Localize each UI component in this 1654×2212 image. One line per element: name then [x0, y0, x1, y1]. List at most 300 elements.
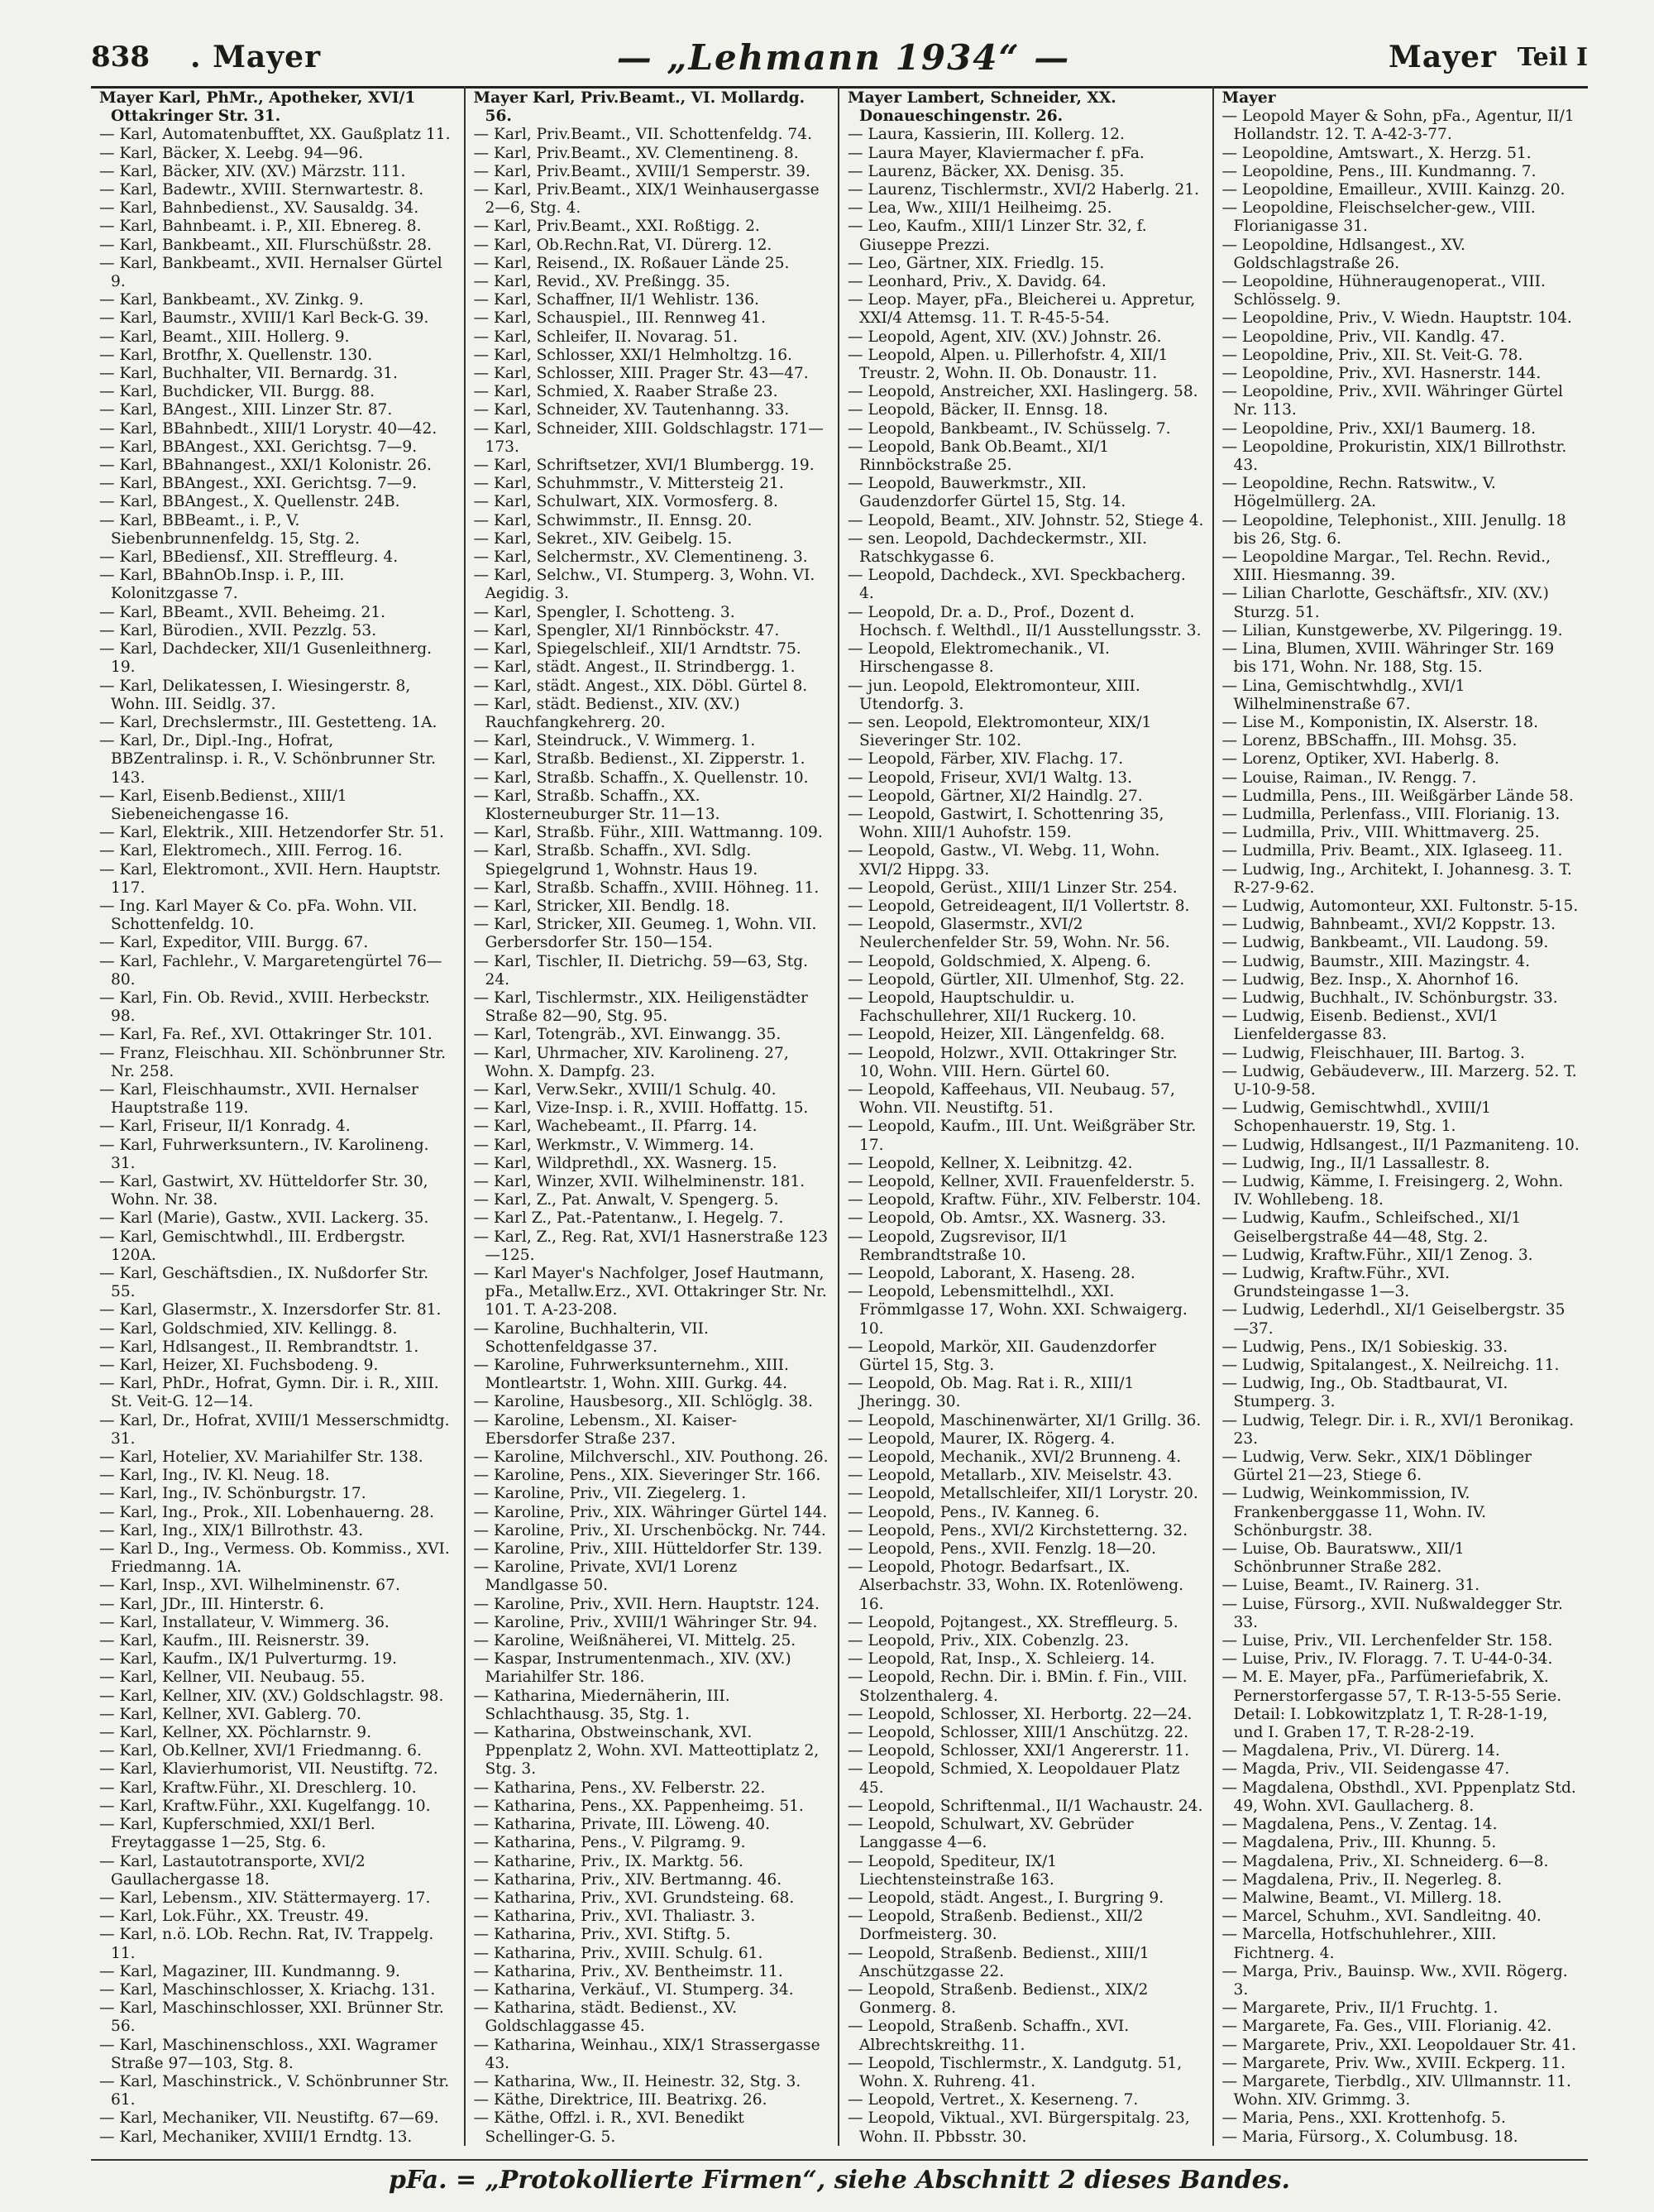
directory-entry: — Karl, Kellner, XVI. Gablerg. 70.: [99, 1705, 361, 1723]
directory-entry: — Ludwig, Telegr. Dir. i. R., XVI/1 Beronikag. 23.: [1221, 1411, 1575, 1448]
directory-entry: — Karoline, Priv., XVII. Hern. Hauptstr. 124.: [473, 1595, 820, 1613]
directory-column-4: [1214, 86, 1589, 2146]
directory-entry: — Marcella, Hotfschuhlehrer., XIII. Fichtnerg. 4.: [1221, 1926, 1497, 1962]
directory-entry: — Leopold, Tischlermstr., X. Landgutg. 51, Wohn. X. Ruhreng. 41.: [848, 2054, 1183, 2090]
directory-entry: — Karl, Ing., Prok., XII. Lobenhauerng. 28.: [99, 1503, 435, 1521]
directory-entry: — Karl, Straßb. Schaffn., XVIII. Höhneg. 11.: [473, 879, 820, 897]
directory-entry: — Lilian Charlotte, Geschäftsfr., XIV. (XV.) Sturzg. 51.: [1221, 585, 1549, 621]
directory-entry: — Karl, BBBeamt., i. P., V. Siebenbrunnenfeldg. 15, Stg. 2.: [99, 511, 360, 548]
directory-entry: — Leopoldine, Emailleur., XVIII. Kainzg. 20.: [1221, 181, 1566, 199]
directory-entry: — Ludwig, Weinkommission, IV. Frankenberggasse 11, Wohn. IV. Schönburgstr. 38.: [1221, 1485, 1487, 1539]
directory-entry: — Leopoldine, Priv., XVII. Währinger Gürtel Nr. 113.: [1221, 383, 1564, 419]
directory-entry: — Karl, Schriftsetzer, XVI/1 Blumbergg. 19.: [473, 457, 815, 475]
directory-entry: — Karl, JDr., III. Hinterstr. 6.: [99, 1595, 324, 1613]
directory-entry: — Katharina, Obstweinschank, XVI. Pppenplatz 2, Wohn. XVI. Matteottiplatz 2, Stg. 3.: [473, 1724, 820, 1779]
directory-entry: — Franz, Fleischhau. XII. Schönbrunner Str. Nr. 258.: [99, 1044, 447, 1080]
directory-entry: — Leopoldine, Prokuristin, XIX/1 Billrothstr. 43.: [1221, 438, 1567, 475]
directory-entry: — Karl, Expeditor, VIII. Burgg. 67.: [99, 934, 369, 952]
directory-entry: — Karl, Bäcker, X. Leebg. 94—96.: [99, 144, 364, 162]
directory-entry: — Leopold, Pens., IV. Kanneg. 6.: [848, 1503, 1100, 1521]
directory-entry: — Margarete, Priv. Ww., XVIII. Eckperg. 11.: [1221, 2054, 1566, 2072]
directory-entry: — Karl, Heizer, XI. Fuchsbodeng. 9.: [99, 1357, 379, 1375]
directory-entry: — Katharina, Weinhau., XIX/1 Strassergasse 43.: [473, 2036, 820, 2072]
directory-entry: — Karl, Maschinenschloss., XXI. Wagramer Straße 97—103, Stg. 8.: [99, 2036, 437, 2072]
page-footer: pFa. = „Protokollierte Firmen“, siehe Abschnitt 2 dieses Bandes.: [91, 2159, 1588, 2207]
directory-entry: — Leopoldine, Rechn. Ratswitw., V. Högelmüllerg. 2A.: [1221, 475, 1496, 511]
directory-entry: — Leopold, Hauptschuldir. u. Fachschullehrer, XII/1 Ruckerg. 10.: [848, 989, 1137, 1026]
directory-entry: — Leopold, Goldschmied, X. Alpeng. 6.: [848, 952, 1151, 970]
directory-entry: — Karl, Schlosser, XXI/1 Helmholtzg. 16.: [473, 346, 792, 364]
directory-entry: — Leopold, Bauwerkmstr., XII. Gaudenzdorfer Gürtel 15, Stg. 14.: [848, 475, 1126, 511]
directory-entry: — Karl, Bürodien., XVII. Pezzlg. 53.: [99, 621, 377, 639]
directory-entry: — Katharina, Pens., XX. Pappenheimg. 51.: [473, 1797, 804, 1815]
directory-entry: — Karl, Beamt., XIII. Hollerg. 9.: [99, 328, 350, 346]
directory-entry: — Karl, Eisenb.Bedienst., XIII/1 Siebeneichengasse 16.: [99, 787, 347, 823]
directory-entry: — Karl, Klavierhumorist, VII. Neustiftg. 72.: [99, 1760, 438, 1779]
directory-entry: — Leopold, Gerüst., XIII/1 Linzer Str. 254.: [848, 879, 1178, 897]
directory-entry: — Leopold, Mechanik., XVI/2 Brunneng. 4.: [848, 1448, 1182, 1467]
directory-entry: — Magda, Priv., VII. Seidengasse 47.: [1221, 1760, 1510, 1779]
directory-entry: — Magdalena, Pens., V. Zentag. 14.: [1221, 1816, 1498, 1834]
directory-entry: — Katharina, Miedernäherin, III. Schlachthausg. 35, Stg. 1.: [473, 1687, 730, 1723]
directory-entry: — Karoline, Fuhrwerksunternehm., XIII. Montleartstr. 1, Wohn. XIII. Gurkg. 44.: [473, 1357, 789, 1393]
directory-entry: — Karl, BBeamt., XVII. Beheimg. 21.: [99, 603, 386, 621]
directory-entry: — Karl, Spengler, XI/1 Rinnböckstr. 47.: [473, 621, 780, 639]
directory-entry: — Leopold, Schlosser, XI. Herbortg. 22—24.: [848, 1705, 1193, 1723]
directory-entry: — Leopold, Holzwr., XVII. Ottakringer Str. 10, Wohn. VIII. Hern. Gürtel 60.: [848, 1044, 1178, 1080]
directory-entry: — Karl, Priv.Beamt., XV. Clementineng. 8.: [473, 144, 799, 162]
directory-entry: — Karl Mayer's Nachfolger, Josef Hautmann, pFa., Metallw.Erz., XVI. Ottakringer Str. Nr. 101. T. A-23-208.: [473, 1265, 827, 1319]
directory-entry: — Karl, Schleifer, II. Novarag. 51.: [473, 328, 739, 346]
directory-entry: Mayer: [1221, 89, 1276, 107]
directory-entry: — Karl, Winzer, XVII. Wilhelminenstr. 181.: [473, 1172, 805, 1190]
directory-entry: — Karl, städt. Angest., II. Strindbergg. 1.: [473, 658, 796, 677]
directory-entry: — Leopold, Laborant, X. Haseng. 28.: [848, 1265, 1135, 1282]
directory-entry: — Leopold, Kraftw. Führ., XIV. Felberstr. 104.: [848, 1191, 1202, 1209]
directory-entry: — Karoline, Milchverschl., XIV. Pouthong. 26.: [473, 1448, 829, 1467]
directory-entry: — Leopold, Vertret., X. Keserneng. 7.: [848, 2091, 1139, 2109]
directory-entry: — Karl, Kupferschmied, XXI/1 Berl. Freytaggasse 1—25, Stg. 6.: [99, 1816, 375, 1852]
directory-entry: — Katharina, Priv., XVI. Grundsteing. 68.: [473, 1889, 795, 1907]
directory-entry: — Ludwig, Automonteur, XXI. Fultonstr. 5-15.: [1221, 897, 1579, 915]
directory-entry: — Lina, Gemischtwhdlg., XVI/1 Wilhelminenstraße 67.: [1221, 677, 1465, 713]
directory-entry: — Katharina, Priv., XIV. Bertmanng. 46.: [473, 1870, 782, 1889]
directory-entry: — Karl, Sekret., XIV. Geibelg. 15.: [473, 529, 733, 548]
directory-entry: — Laura, Kassierin, III. Kollerg. 12.: [848, 126, 1125, 144]
directory-entry: — Karl, Gemischtwhdl., III. Erdbergstr. 120A.: [99, 1228, 406, 1264]
directory-entry: — Leopold, Alpen. u. Pillerhofstr. 4, XII/1 Treustr. 2, Wohn. II. Ob. Donaustr. 11.: [848, 346, 1169, 383]
directory-entry: — Leopold, Ob. Amtsr., XX. Wasnerg. 33.: [848, 1209, 1167, 1228]
directory-entry: — Karl, Bankbeamt., XVII. Hernalser Gürtel 9.: [99, 254, 442, 291]
directory-entry: — Laurenz, Tischlermstr., XVI/2 Haberlg. 21.: [848, 181, 1200, 199]
directory-entry: — Ludwig, Spitalangest., X. Neilreichg. 11.: [1221, 1357, 1560, 1375]
directory-entry: — Ludwig, Lederhdl., XI/1 Geiselbergstr. 35—37.: [1221, 1301, 1566, 1338]
directory-entry: — Ludwig, Ing., Architekt, I. Johannesg. 3. T. R-27-9-62.: [1221, 860, 1572, 897]
directory-entry: — Karl, Insp., XVI. Wilhelminenstr. 67.: [99, 1577, 400, 1595]
directory-entry: — Maria, Fürsorg., X. Columbusg. 18.: [1221, 2128, 1518, 2146]
directory-entry: — Karl, BBAngest., X. Quellenstr. 24B.: [99, 493, 400, 511]
directory-entry: — Magdalena, Priv., III. Khunng. 5.: [1221, 1834, 1497, 1852]
directory-entry: — Käthe, Direktrice, III. Beatrixg. 26.: [473, 2091, 767, 2109]
directory-entry: — Karl, Maschinschlosser, XXI. Brünner Str. 56.: [99, 1999, 444, 2036]
directory-entry: — Leopold, Straßenb. Bedienst., XII/2 Dorfmeisterg. 30.: [848, 1908, 1144, 1944]
directory-entry: — Karl, Schneider, XIII. Goldschlagstr. 171—173.: [473, 419, 824, 456]
header-left-keyword: . Mayer: [190, 40, 322, 74]
directory-entry: — Leopold, Straßenb. Bedienst., XIX/2 Gonmerg. 8.: [848, 1980, 1149, 2018]
directory-entry: — Karl, Reisend., IX. Roßauer Lände 25.: [473, 254, 790, 272]
directory-entry: Mayer Karl, Priv.Beamt., VI. Mollardg. 56.: [473, 89, 805, 126]
directory-entry: — Karl, Bahnbedienst., XV. Sausaldg. 34.: [99, 199, 419, 218]
directory-column-1: [91, 86, 466, 2146]
directory-column-3: [839, 86, 1214, 2146]
directory-entry: — jun. Leopold, Elektromonteur, XIII. Utendorfg. 3.: [848, 677, 1140, 713]
directory-entry: — Karl, BAngest., XIII. Linzer Str. 87.: [99, 401, 393, 419]
directory-entry: — Louise, Raiman., IV. Rengg. 7.: [1221, 768, 1477, 787]
directory-entry: — Leopold, Friseur, XVI/1 Waltg. 13.: [848, 768, 1133, 787]
directory-entry: — Leopold, Schlosser, XIII/1 Anschützg. 22.: [848, 1724, 1188, 1742]
directory-entry: — sen. Leopold, Elektromonteur, XIX/1 Sieveringer Str. 102.: [848, 713, 1152, 750]
directory-entry: — Margarete, Priv., II/1 Fruchtg. 1.: [1221, 1999, 1499, 2018]
directory-entry: — Ludwig, Baumstr., XIII. Mazingstr. 4.: [1221, 952, 1531, 970]
directory-entry: — Karl, Schwimmstr., II. Ennsg. 20.: [473, 511, 753, 529]
directory-entry: — Karl, Priv.Beamt., VII. Schottenfeldg. 74.: [473, 126, 812, 144]
directory-entry: — Karl, Dachdecker, XII/1 Gusenleithnerg. 19.: [99, 640, 433, 677]
directory-entry: — Karl, Magaziner, III. Kundmanng. 9.: [99, 1962, 400, 1980]
directory-entry: — Karl, Kellner, XX. Pöchlarnstr. 9.: [99, 1724, 372, 1742]
directory-entry: — Karoline, Private, XVI/1 Lorenz Mandlgasse 50.: [473, 1558, 738, 1595]
directory-entry: — Leopold, Bankbeamt., IV. Schüsselg. 7.: [848, 419, 1171, 438]
directory-entry: — Margarete, Priv., XXI. Leopoldauer Str. 41.: [1221, 2036, 1577, 2054]
directory-entry: — Leopold, Straßenb. Schaffn., XVI. Albrechtskreithg. 11.: [848, 2018, 1130, 2054]
directory-entry: — Ludwig, Bez. Insp., X. Ahornhof 16.: [1221, 970, 1519, 989]
directory-entry: — Leopold, Markör, XII. Gaudenzdorfer Gürtel 15, Stg. 3.: [848, 1338, 1157, 1375]
directory-entry: — Karl, Mechaniker, XVIII/1 Erndtg. 13.: [99, 2128, 413, 2146]
directory-entry: — Lea, Ww., XIII/1 Heilheimg. 25.: [848, 199, 1112, 218]
directory-column-2: [466, 86, 840, 2146]
directory-entry: — Leopold, Schriftenmal., II/1 Wachaustr. 24.: [848, 1797, 1203, 1815]
directory-entry: — Katharina, Priv., XVIII. Schulg. 61.: [473, 1944, 763, 1962]
directory-entry: — Käthe, Offzl. i. R., XVI. Benedikt Schellinger-G. 5.: [473, 2109, 744, 2146]
directory-entry: — Karl, Lastautotransporte, XVI/2 Gaullachergasse 18.: [99, 1852, 366, 1889]
directory-entry: — Leopold, Ob. Mag. Rat i. R., XIII/1 Jheringg. 30.: [848, 1375, 1135, 1411]
directory-entry: — Leopold, Kellner, XVII. Frauenfelderstr. 5.: [848, 1172, 1195, 1190]
directory-entry: — Karl, Fa. Ref., XVI. Ottakringer Str. 101.: [99, 1026, 433, 1044]
directory-entry: — Leopoldine, Fleischselcher-gew., VIII. Florianigasse 31.: [1221, 199, 1536, 236]
directory-entry: — Leopoldine, Priv., XVI. Hasnerstr. 144.: [1221, 365, 1542, 383]
directory-entry: — Karl, Ob.Rechn.Rat, VI. Dürerg. 12.: [473, 236, 772, 254]
directory-entry: — Karl, Vize-Insp. i. R., XVIII. Hoffattg. 15.: [473, 1099, 809, 1118]
directory-entry: — Karl, Delikatessen, I. Wiesingerstr. 8, Wohn. III. Seidlg. 37.: [99, 677, 411, 713]
directory-entry: — Karl, Brotfhr, X. Quellenstr. 130.: [99, 346, 373, 364]
directory-entry: — Ludwig, Gebäudeverw., III. Marzerg. 52. T. U-10-9-58.: [1221, 1062, 1577, 1099]
directory-entry: — Laura Mayer, Klaviermacher f. pFa.: [848, 144, 1145, 162]
directory-entry: — Karl, Buchdicker, VII. Burgg. 88.: [99, 383, 375, 401]
directory-entry: — Karl, Schlosser, XIII. Prager Str. 43—47.: [473, 365, 809, 383]
directory-entry: — Karoline, Lebensm., XI. Kaiser-Ebersdorfer Straße 237.: [473, 1411, 737, 1448]
directory-entry: — Karl, Straßb. Schaffn., XX. Klosterneuburger Str. 11—13.: [473, 787, 720, 823]
directory-entry: — Leopold, Maurer, IX. Rögerg. 4.: [848, 1429, 1116, 1448]
directory-entry: — Karl, Tischler, II. Dietrichg. 59—63, Stg. 24.: [473, 952, 809, 989]
directory-entry: — Ludwig, Verw. Sekr., XIX/1 Döblinger Gürtel 21—23, Stiege 6.: [1221, 1448, 1532, 1485]
directory-entry: — Ludwig, Buchhalt., IV. Schönburgstr. 33.: [1221, 989, 1558, 1007]
directory-entry: — Maria, Pens., XXI. Krottenhofg. 5.: [1221, 2109, 1506, 2128]
directory-entry: — Karl, Steindruck., V. Wimmerg. 1.: [473, 732, 756, 750]
directory-entry: — Leopold, Heizer, XII. Längenfeldg. 68.: [848, 1026, 1165, 1044]
directory-entry: — Ludwig, Kämme, I. Freisingerg. 2, Wohn. IV. Wohllebeng. 18.: [1221, 1172, 1564, 1209]
directory-entry: — Marcel, Schuhm., XVI. Sandleitng. 40.: [1221, 1908, 1542, 1926]
directory-entry: — Karl, Revid., XV. Preßingg. 35.: [473, 273, 730, 291]
directory-entry: — Karl, Stricker, XII. Geumeg. 1, Wohn. VII. Gerbersdorfer Str. 150—154.: [473, 916, 817, 952]
directory-entry: — Karl, Hotelier, XV. Mariahilfer Str. 138.: [99, 1448, 423, 1467]
directory-entry: — Leopold, Schlosser, XXI/1 Angererstr. 11.: [848, 1742, 1190, 1760]
directory-entry: — Ludwig, Ing., II/1 Lassallestr. 8.: [1221, 1154, 1490, 1172]
directory-entry: — Karl, Stricker, XII. Bendlg. 18.: [473, 897, 730, 915]
directory-entry: — Karl, Tischlermstr., XIX. Heiligenstädter Straße 82—90, Stg. 95.: [473, 989, 808, 1026]
directory-entry: — Ludmilla, Priv., VIII. Whittmaverg. 25.: [1221, 824, 1540, 842]
directory-entry: — Karl, Kraftw.Führ., XXI. Kugelfangg. 10.: [99, 1797, 431, 1815]
directory-entry: — Karl, Schaffner, II/1 Wehlistr. 136.: [473, 291, 759, 309]
directory-entry: — Leopold, Straßenb. Bedienst., XIII/1 Anschützgasse 22.: [848, 1944, 1150, 1980]
directory-entry: — Leopold, Metallschleifer, XII/1 Lorystr. 20.: [848, 1485, 1198, 1503]
directory-entry: — Leopoldine Margar., Tel. Rechn. Revid., XIII. Hiesmanng. 39.: [1221, 548, 1551, 585]
directory-entry: — Leopold, Bäcker, II. Ennsg. 18.: [848, 401, 1108, 419]
directory-entry: — Karl Z., Pat.-Patentanw., I. Hegelg. 7.: [473, 1209, 784, 1228]
directory-entry: — Karl, Priv.Beamt., XIX/1 Weinhausergasse 2—6, Stg. 4.: [473, 181, 820, 218]
directory-entry: — Karl, BBahnbedt., XIII/1 Lorystr. 40—42.: [99, 419, 437, 438]
directory-entry: — Leopold, Pens., XVI/2 Kirchstetterng. 32.: [848, 1521, 1188, 1539]
directory-entry: — Ing. Karl Mayer & Co. pFa. Wohn. VII. Schottenfeldg. 10.: [99, 897, 418, 934]
directory-entry: — Leonhard, Priv., X. Davidg. 64.: [848, 273, 1107, 291]
directory-entry: — Karl, Priv.Beamt., XXI. Roßtigg. 2.: [473, 218, 760, 236]
directory-entry: — Leopold, Pojtangest., XX. Streffleurg. 5.: [848, 1613, 1178, 1631]
directory-entry: — Leopold, Rat, Insp., X. Schleierg. 14.: [848, 1650, 1155, 1669]
directory-entry: Mayer Lambert, Schneider, XX. Donaueschingenstr. 26.: [848, 89, 1116, 126]
directory-entry: — Karl, städt. Bedienst., XIV. (XV.) Rauchfangkehrerg. 20.: [473, 695, 740, 731]
directory-entry: — Ludmilla, Perlenfass., VIII. Florianig. 13.: [1221, 805, 1561, 823]
directory-entry: — Karoline, Priv., XIX. Währinger Gürtel 144.: [473, 1503, 828, 1521]
directory-entry: — Karl, Kraftw.Führ., XI. Dreschlerg. 10.: [99, 1779, 417, 1797]
directory-entry: — Marga, Priv., Bauinsp. Ww., XVII. Rögerg. 3.: [1221, 1962, 1568, 1999]
directory-entry: — Luise, Priv., IV. Floragg. 7. T. U-44-0-34.: [1221, 1650, 1553, 1669]
directory-entry: — Ludwig, Kraftw.Führ., XII/1 Zenog. 3.: [1221, 1246, 1533, 1264]
directory-entry: — Magdalena, Priv., II. Negerleg. 8.: [1221, 1870, 1503, 1889]
directory-entry: — Karl, n.ö. LOb. Rechn. Rat, IV. Trappelg. 11.: [99, 1926, 434, 1962]
directory-entry: — Karl, BBAngest., XXI. Gerichtsg. 7—9.: [99, 475, 418, 493]
directory-entry: — Ludwig, Ing., Ob. Stadtbaurat, VI. Stumperg. 3.: [1221, 1375, 1508, 1411]
directory-entry: — Karl, Straßb. Schaffn., XVI. Sdlg. Spiegelgrund 1, Wohnstr. Haus 19.: [473, 842, 758, 879]
directory-entry: — Karl, Totengräb., XVI. Einwangg. 35.: [473, 1026, 782, 1044]
directory-entry: — Magdalena, Priv., XI. Schneiderg. 6—8.: [1221, 1852, 1549, 1870]
directory-entry: — Katharina, Priv., XVI. Thaliastr. 3.: [473, 1908, 756, 1926]
directory-entry: — Leopold, Anstreicher, XXI. Haslingerg. 58.: [848, 383, 1198, 401]
directory-entry: — Leopold, Gastwirt, I. Schottenring 35, Wohn. XIII/1 Auhofstr. 159.: [848, 805, 1164, 842]
directory-entry: — Leopold, Glasermstr., XVI/2 Neulerchenfelder Str. 59, Wohn. Nr. 56.: [848, 916, 1170, 952]
directory-entry: — Lilian, Kunstgewerbe, XV. Pilgeringg. 19.: [1221, 621, 1563, 639]
directory-entry: — Karl, Installateur, V. Wimmerg. 36.: [99, 1613, 390, 1631]
directory-entry: — Karoline, Priv., XVIII/1 Währinger Str. 94.: [473, 1613, 818, 1631]
page-number: 838: [91, 41, 150, 74]
directory-entry: — Luise, Ob. Bauratsww., XII/1 Schönbrunner Straße 282.: [1221, 1540, 1465, 1577]
directory-entry: — Leopold, städt. Angest., I. Burgring 9.: [848, 1889, 1164, 1907]
page-header: [91, 28, 1588, 89]
directory-entry: Mayer Karl, PhMr., Apotheker, XVI/1 Ottakringer Str. 31.: [99, 89, 416, 126]
directory-entry: — Karoline, Weißnäherei, VI. Mittelg. 25.: [473, 1632, 796, 1650]
directory-entry: — Leopoldine, Hühneraugenoperat., VIII. Schlösselg. 9.: [1221, 273, 1546, 309]
directory-entry: — Leopold, Rechn. Dir. i. BMin. f. Fin., VIII. Stolzenthalerg. 4.: [848, 1669, 1188, 1705]
directory-entry: — Leopold, Zugsrevisor, II/1 Rembrandtstraße 10.: [848, 1228, 1068, 1264]
directory-entry: — Leopoldine, Priv., V. Wiedn. Hauptstr. 104.: [1221, 309, 1572, 328]
directory-entry: — Karl, Wachebeamt., II. Pfarrg. 14.: [473, 1118, 758, 1136]
directory-entry: — Karl, Wildprethdl., XX. Wasnerg. 15.: [473, 1154, 777, 1172]
directory-entry: — Karl, Selchermstr., XV. Clementineng. 3.: [473, 548, 808, 567]
directory-entry: — Karl, Elektromech., XIII. Ferrog. 16.: [99, 842, 403, 860]
directory-entry: — Karl, Schneider, XV. Tautenhanng. 33.: [473, 401, 790, 419]
directory-entry: — Katharina, Priv., XVI. Stiftg. 5.: [473, 1926, 731, 1944]
directory-entry: — Karl, Automatenbufftet, XX. Gaußplatz 11.: [99, 126, 451, 144]
directory-entry: — Ludwig, Hdlsangest., II/1 Pazmaniteng. 10.: [1221, 1136, 1580, 1154]
directory-entry: — Karl, Elektrik., XIII. Hetzendorfer Str. 51.: [99, 824, 444, 842]
directory-entry: — Leopold, Gastw., VI. Webg. 11, Wohn. XVI/2 Hippg. 33.: [848, 842, 1160, 879]
directory-entry: — Ludmilla, Pens., III. Weißgärber Lände 58.: [1221, 787, 1574, 805]
directory-entry: — Karl, Badewtr., XVIII. Sternwartestr. 8.: [99, 181, 424, 199]
directory-entry: — Karl (Marie), Gastw., XVII. Lackerg. 35.: [99, 1209, 429, 1228]
directory-entry: — Leopoldine, Priv., VII. Kandlg. 47.: [1221, 328, 1505, 346]
directory-entry: — Karl, BBahnangest., XXI/1 Kolonistr. 26.: [99, 457, 432, 475]
directory-entry: — Karl, Straßb. Schaffn., X. Quellenstr. 10.: [473, 768, 809, 787]
directory-entry: — Leopold, Viktual., XVI. Bürgerspitalg. 23, Wohn. II. Pbbsstr. 30.: [848, 2109, 1190, 2146]
directory-entry: — Lorenz, BBSchaffn., III. Mohsg. 35.: [1221, 732, 1518, 750]
directory-entry: — Karl, PhDr., Hofrat, Gymn. Dir. i. R., XIII. St. Veit-G. 12—14.: [99, 1375, 439, 1411]
directory-entry: — Leopold, Priv., XIX. Cobenzlg. 23.: [848, 1632, 1130, 1650]
directory-entry: — Karl, Kellner, XIV. (XV.) Goldschlagstr. 98.: [99, 1687, 444, 1705]
directory-entry: — Leopold, Kellner, X. Leibnitzg. 42.: [848, 1154, 1133, 1172]
directory-entry: — Katharina, Pens., XV. Felberstr. 22.: [473, 1779, 766, 1797]
directory-entry: — Karl, Kaufm., IX/1 Pulverturmg. 19.: [99, 1650, 398, 1669]
directory-entry: — Karl, Glasermstr., X. Inzersdorfer Str. 81.: [99, 1301, 442, 1319]
directory-entry: — Karl, Fleischhaumstr., XVII. Hernalser Hauptstraße 119.: [99, 1080, 418, 1118]
directory-entry: — Karl, Ing., IV. Schönburgstr. 17.: [99, 1485, 366, 1503]
directory-entry: — Karl, Mechaniker, VII. Neustiftg. 67—69.: [99, 2109, 439, 2128]
directory-entry: — Karl, Dr., Hofrat, XVIII/1 Messerschmidtg. 31.: [99, 1411, 450, 1448]
directory-entry: — Karl, Fin. Ob. Revid., XVIII. Herbeckstr. 98.: [99, 989, 430, 1026]
directory-entry: — Karoline, Priv., XIII. Hütteldorfer Str. 139.: [473, 1540, 823, 1558]
directory-entry: — Karl, Baumstr., XVIII/1 Karl Beck-G. 39.: [99, 309, 429, 328]
directory-entry: — Leopold, Pens., XVII. Fenzlg. 18—20.: [848, 1540, 1157, 1558]
directory-entry: — Magdalena, Obsthdl., XVI. Pppenplatz Std. 49, Wohn. XVI. Gaullacherg. 8.: [1221, 1779, 1576, 1815]
directory-entry: — Ludwig, Eisenb. Bedienst., XVI/1 Lienfeldergasse 83.: [1221, 1008, 1499, 1044]
directory-entry: — Karl, Kaufm., III. Reisnerstr. 39.: [99, 1632, 370, 1650]
directory-entry: — Leopold, Kaffeehaus, VII. Neubaug. 57, Wohn. VII. Neustiftg. 51.: [848, 1080, 1175, 1118]
directory-entry: — Karl, Drechslermstr., III. Gestetteng. 1A.: [99, 713, 437, 731]
directory-entry: — Leop. Mayer, pFa., Bleicherei u. Appretur, XXI/4 Attemsg. 11. T. R-45-5-54.: [848, 291, 1196, 328]
directory-entry: — Leopold, Dr. a. D., Prof., Dozent d. Hochsch. f. Welthdl., II/1 Ausstellungsstr. 3.: [848, 603, 1202, 639]
directory-entry: — Leopold Mayer & Sohn, pFa., Agentur, II/1 Hollandstr. 12. T. A-42-3-77.: [1221, 108, 1575, 144]
header-right-keyword: Mayer: [1389, 40, 1497, 74]
directory-entry: — Karl, Geschäftsdien., IX. Nußdorfer Str. 55.: [99, 1265, 429, 1301]
directory-entry: — Leopold, Bank Ob.Beamt., XI/1 Rinnböckstraße 25.: [848, 438, 1110, 475]
directory-entry: — Karl, Elektromont., XVII. Hern. Hauptstr. 117.: [99, 860, 441, 897]
directory-entry: — Karl, Spiegelschleif., XII/1 Arndtstr. 75.: [473, 640, 801, 658]
directory-entry: — Katharina, städt. Bedienst., XV. Goldschlaggasse 45.: [473, 1999, 738, 2036]
directory-entry: — Kaspar, Instrumentenmach., XIV. (XV.) Mariahilfer Str. 186.: [473, 1650, 791, 1687]
directory-entry: — Karoline, Priv., XI. Urschenböckg. Nr. 744.: [473, 1521, 826, 1539]
directory-entry: — Leo, Kaufm., XIII/1 Linzer Str. 32, f. Giuseppe Prezzi.: [848, 218, 1147, 254]
directory-entry: — Leopold, Dachdeck., XVI. Speckbacherg. 4.: [848, 567, 1186, 603]
directory-entry: — Karl, Z., Reg. Rat, XVI/1 Hasnerstraße 123—125.: [473, 1228, 829, 1264]
directory-entry: — Ludwig, Kraftw.Führ., XVI. Grundsteingasse 1—3.: [1221, 1265, 1451, 1301]
directory-entry: — Magdalena, Priv., VI. Dürerg. 14.: [1221, 1742, 1500, 1760]
directory-entry: — Katharina, Verkäuf., VI. Stumperg. 34.: [473, 1980, 794, 1999]
directory-entry: — Karoline, Buchhalterin, VII. Schottenfeldgasse 37.: [473, 1319, 709, 1356]
directory-entry: — M. E. Mayer, pFa., Parfümeriefabrik, X. Pernerstorfergasse 57, T. R-13-5-55 Serie. Detail: I. Lobkowitzplatz 1, T. R-28-1-19, und I. Graben 17, T. R-28-2-19.: [1221, 1669, 1562, 1742]
directory-entry: — Karl, städt. Angest., XIX. Döbl. Gürtel 8.: [473, 677, 808, 695]
directory-entry: — Karl, Straßb. Führ., XIII. Wattmanng. 109.: [473, 824, 823, 842]
directory-entry: — Karl, Hdlsangest., II. Rembrandtstr. 1.: [99, 1338, 419, 1356]
directory-entry: — Lorenz, Optiker, XVI. Haberlg. 8.: [1221, 750, 1499, 768]
directory-entry: — Laurenz, Bäcker, XX. Denisg. 35.: [848, 162, 1125, 180]
directory-entry: — Leopold, Metallarb., XIV. Meiselstr. 43.: [848, 1467, 1173, 1485]
directory-entry: — Lise M., Komponistin, IX. Alserstr. 18.: [1221, 713, 1538, 731]
directory-entry: — Margarete, Fa. Ges., VIII. Florianig. 42.: [1221, 2018, 1552, 2036]
directory-entry: — Leopold, Maschinenwärter, XI/1 Grillg. 36.: [848, 1411, 1202, 1429]
directory-entry: — Karl, Spengler, I. Schotteng. 3.: [473, 603, 735, 621]
directory-entry: — Leopoldine, Amtswart., X. Herzg. 51.: [1221, 144, 1532, 162]
directory-entry: — Karl, Schuhmmstr., V. Mittersteig 21.: [473, 475, 784, 493]
directory-entry: — Leopold, Gürtler, XII. Ulmenhof, Stg. 22.: [848, 970, 1185, 989]
directory-entry: — Leopold, Beamt., XIV. Johnstr. 52, Stiege 4.: [848, 511, 1204, 529]
directory-entry: — Ludwig, Fleischhauer, III. Bartog. 3.: [1221, 1044, 1525, 1062]
directory-entry: — Katharina, Pens., V. Pilgramg. 9.: [473, 1834, 746, 1852]
directory-entry: — Leopoldine, Hdlsangest., XV. Goldschlagstraße 26.: [1221, 236, 1465, 272]
directory-entry: — Luise, Beamt., IV. Rainerg. 31.: [1221, 1577, 1480, 1595]
directory-entry: — Leopold, Lebensmittelhdl., XXI. Frömmlgasse 17, Wohn. XXI. Schwaigerg. 10.: [848, 1283, 1188, 1338]
directory-entry: — Malwine, Beamt., VI. Millerg. 18.: [1221, 1889, 1502, 1907]
directory-entry: — Leopold, Agent, XIV. (XV.) Johnstr. 26.: [848, 328, 1162, 346]
directory-entry: — Karl, Schauspiel., III. Rennweg 41.: [473, 309, 767, 328]
directory-entry: — Leopoldine, Priv., XXI/1 Baumerg. 18.: [1221, 419, 1536, 438]
directory-entry: — Karl, BBediensf., XII. Streffleurg. 4.: [99, 548, 399, 567]
directory-columns: [91, 86, 1588, 2146]
directory-entry: — Luise, Priv., VII. Lerchenfelder Str. 158.: [1221, 1632, 1553, 1650]
directory-entry: — Karoline, Pens., XIX. Sieveringer Str. 166.: [473, 1467, 821, 1485]
directory-entry: — Leopold, Schmied, X. Leopoldauer Platz 45.: [848, 1760, 1180, 1797]
directory-entry: — Karl, Friseur, II/1 Konradg. 4.: [99, 1118, 351, 1136]
directory-entry: — Karl, Bankbeamt., XV. Zinkg. 9.: [99, 291, 364, 309]
header-part: Teil I: [1517, 42, 1588, 72]
directory-entry: — Karl, Uhrmacher, XIV. Karolineng. 27, Wohn. X. Dampfg. 23.: [473, 1044, 789, 1080]
directory-entry: — Karl, Kellner, VII. Neubaug. 55.: [99, 1669, 366, 1687]
directory-entry: — Karl, Maschinstrick., V. Schönbrunner Str. 61.: [99, 2072, 450, 2109]
directory-entry: — Leopoldine, Telephonist., XIII. Jenullg. 18 bis 26, Stg. 6.: [1221, 511, 1566, 548]
directory-entry: — Karl, Schulwart, XIX. Vormosferg. 8.: [473, 493, 778, 511]
directory-entry: — Karl D., Ing., Vermess. Ob. Kommiss., XVI. Friedmanng. 1A.: [99, 1540, 450, 1577]
directory-entry: — Katharina, Priv., XV. Bentheimstr. 11.: [473, 1962, 783, 1980]
directory-entry: — Karl, Straßb. Bedienst., XI. Zipperstr. 1.: [473, 750, 805, 768]
directory-entry: — Ludwig, Gemischtwhdl., XVIII/1 Schopenhauerstr. 19, Stg. 1.: [1221, 1099, 1491, 1136]
directory-entry: — Karl, Fachlehr., V. Margaretengürtel 76—80.: [99, 952, 442, 989]
directory-entry: — Katharine, Priv., IX. Marktg. 56.: [473, 1852, 743, 1870]
directory-entry: — Karl, Ing., IV. Kl. Neug. 18.: [99, 1467, 330, 1485]
directory-entry: — Karl, Maschinschlosser, X. Kriachg. 131.: [99, 1980, 436, 1999]
directory-entry: — Karl, Z., Pat. Anwalt, V. Spengerg. 5.: [473, 1191, 779, 1209]
directory-entry: — Karl, Lok.Führ., XX. Treustr. 49.: [99, 1908, 370, 1926]
directory-entry: — Karl, Priv.Beamt., XVIII/1 Semperstr. 39.: [473, 162, 810, 180]
directory-entry: — Karl, Dr., Dipl.-Ing., Hofrat, BBZentralinsp. i. R., V. Schönbrunner Str. 143.: [99, 732, 437, 787]
directory-entry: — Karl, BBahnOb.Insp. i. P., III. Kolonitzgasse 7.: [99, 567, 345, 603]
directory-entry: — Karl, Werkmstr., V. Wimmerg. 14.: [473, 1136, 754, 1154]
directory-entry: — Margarete, Tierbdlg., XIV. Ullmannstr. 11. Wohn. XIV. Grimmg. 3.: [1221, 2072, 1571, 2109]
directory-entry: — Luise, Fürsorg., XVII. Nußwaldegger Str. 33.: [1221, 1595, 1563, 1631]
